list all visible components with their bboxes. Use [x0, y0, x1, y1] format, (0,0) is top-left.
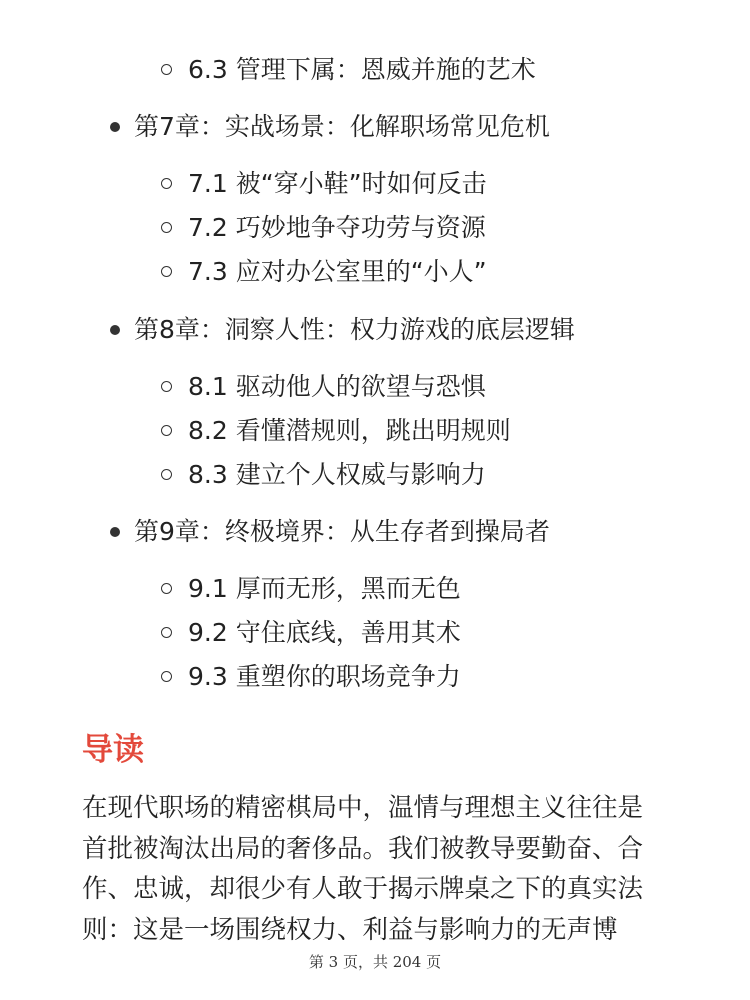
toc-subsection-6-3 [188, 53, 536, 87]
toc-subsection-8-2 [188, 414, 511, 448]
filled-disc-bullet-icon [110, 325, 120, 335]
paragraph-line: 则：这是一场围绕权力、利益与影响力的无声博 [82, 914, 618, 945]
paragraph-line: 作、忠诚，却很少有人敢于揭示牌桌之下的真实法 [82, 874, 644, 904]
hollow-circle-bullet-icon [161, 671, 172, 682]
toc-item-label: 第8章：洞察人性：权力游戏的底层逻辑 [134, 315, 575, 344]
toc-chapter-8 [134, 313, 575, 347]
toc-item-label: 7.1 被“穿小鞋”时如何反击 [188, 169, 487, 198]
section-heading: 导读 [82, 732, 144, 768]
hollow-circle-bullet-icon [161, 381, 172, 392]
toc-subsection-9-3 [188, 660, 461, 694]
hollow-circle-bullet-icon [161, 469, 172, 480]
toc-subsection-7-1 [188, 167, 487, 201]
hollow-circle-bullet-icon [161, 583, 172, 594]
toc-item-label: 8.2 看懂潜规则，跳出明规则 [188, 416, 511, 445]
toc-subsection-7-2 [188, 211, 486, 245]
toc-item-label: 7.3 应对办公室里的“小人” [188, 257, 487, 286]
toc-item-label: 第9章：终极境界：从生存者到操局者 [134, 517, 550, 546]
paragraph-line: 首批被淘汰出局的奢侈品。我们被教导要勤奋、合 [82, 833, 644, 864]
toc-subsection-9-2 [188, 616, 461, 650]
toc-item-label: 9.3 重塑你的职场竞争力 [188, 662, 461, 691]
toc-item-label: 8.3 建立个人权威与影响力 [188, 460, 486, 489]
toc-chapter-9 [134, 515, 550, 549]
hollow-circle-bullet-icon [161, 222, 172, 233]
hollow-circle-bullet-icon [161, 178, 172, 189]
paragraph-line: 在现代职场的精密棋局中，温情与理想主义往往是 [82, 793, 644, 823]
toc-item-label: 9.2 守住底线，善用其术 [188, 618, 461, 647]
toc-subsection-7-3 [188, 255, 487, 289]
toc-subsection-8-1 [188, 370, 486, 404]
hollow-circle-bullet-icon [161, 64, 172, 75]
toc-subsection-9-1 [188, 572, 461, 606]
hollow-circle-bullet-icon [161, 266, 172, 277]
toc-subsection-8-3 [188, 458, 486, 492]
toc-item-label: 8.1 驱动他人的欲望与恐惧 [188, 372, 486, 401]
toc-item-label: 第7章：实战场景：化解职场常见危机 [134, 112, 550, 141]
hollow-circle-bullet-icon [161, 627, 172, 638]
hollow-circle-bullet-icon [161, 425, 172, 436]
intro-paragraph [82, 788, 682, 950]
toc-chapter-7 [134, 110, 550, 144]
filled-disc-bullet-icon [110, 122, 120, 132]
toc-item-label: 6.3 管理下属：恩威并施的艺术 [188, 55, 536, 84]
filled-disc-bullet-icon [110, 527, 120, 537]
toc-item-label: 7.2 巧妙地争夺功劳与资源 [188, 213, 486, 242]
toc-item-label: 9.1 厚而无形，黑而无色 [188, 574, 461, 603]
page-number-footer: 第 3 页，共 204 页 [308, 953, 442, 971]
